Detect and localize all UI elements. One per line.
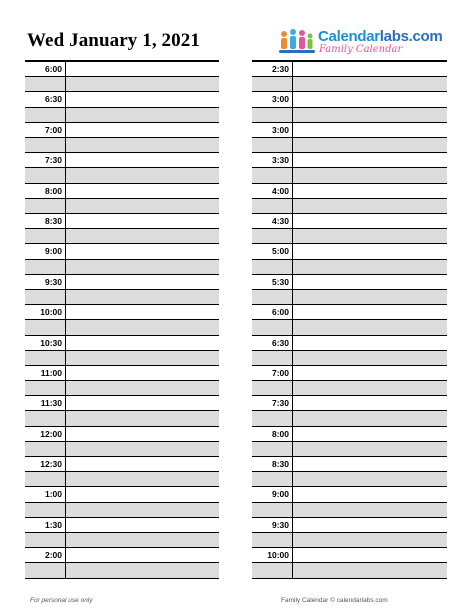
slot-shaded-line[interactable] xyxy=(25,168,219,183)
time-label: 9:00 xyxy=(44,246,62,257)
slot-shaded-line[interactable] xyxy=(25,138,219,153)
slot-shaded-line[interactable] xyxy=(252,229,447,244)
time-slot[interactable] xyxy=(25,62,219,92)
time-slot[interactable] xyxy=(252,305,447,335)
time-slot[interactable] xyxy=(252,275,447,305)
slot-shaded-line[interactable] xyxy=(25,503,219,518)
time-label: 2:30 xyxy=(271,64,289,74)
time-slot[interactable] xyxy=(25,153,219,183)
time-label: 7:00 xyxy=(44,124,62,135)
slot-shaded-line[interactable] xyxy=(252,351,447,366)
footer-note: For personal use only xyxy=(30,597,93,604)
time-slot[interactable] xyxy=(252,62,447,92)
time-label: 3:00 xyxy=(271,124,289,135)
footer-credit: Family Calendar © calendarlabs.com xyxy=(281,597,388,604)
slot-shaded-line[interactable] xyxy=(25,108,219,123)
time-label: 8:30 xyxy=(271,459,289,470)
slot-shaded-line[interactable] xyxy=(252,320,447,335)
logo-brand: Calendarlabs.com xyxy=(318,28,443,45)
time-slot[interactable] xyxy=(252,153,447,183)
slot-shaded-line[interactable] xyxy=(252,199,447,214)
time-slot[interactable] xyxy=(252,457,447,487)
time-label: 9:00 xyxy=(271,489,289,500)
time-label: 11:30 xyxy=(40,398,62,409)
time-slot[interactable] xyxy=(25,123,219,153)
left-schedule-column xyxy=(25,60,219,579)
slot-shaded-line[interactable] xyxy=(25,320,219,335)
time-slot[interactable] xyxy=(25,396,219,426)
slot-shaded-line[interactable] xyxy=(252,563,447,578)
slot-shaded-line[interactable] xyxy=(252,472,447,487)
time-label: 6:00 xyxy=(44,64,62,74)
slot-shaded-line[interactable] xyxy=(25,442,219,457)
slot-shaded-line[interactable] xyxy=(252,442,447,457)
time-slot[interactable] xyxy=(25,548,219,578)
time-label: 7:30 xyxy=(44,155,62,166)
slot-shaded-line[interactable] xyxy=(252,168,447,183)
slot-shaded-line[interactable] xyxy=(252,381,447,396)
slot-shaded-line[interactable] xyxy=(252,108,447,123)
time-label: 7:30 xyxy=(271,398,289,409)
slot-shaded-line[interactable] xyxy=(252,260,447,275)
family-figures-icon xyxy=(278,28,316,58)
time-label: 11:00 xyxy=(40,367,62,378)
page-title: Wed January 1, 2021 xyxy=(27,30,200,51)
slot-shaded-line[interactable] xyxy=(252,290,447,305)
time-label: 5:00 xyxy=(271,246,289,257)
time-label: 10:00 xyxy=(267,550,289,561)
time-label: 1:30 xyxy=(44,519,62,530)
slot-shaded-line[interactable] xyxy=(25,199,219,214)
time-slot[interactable] xyxy=(252,396,447,426)
time-label: 6:30 xyxy=(271,337,289,348)
time-slot[interactable] xyxy=(252,92,447,122)
time-slot[interactable] xyxy=(25,366,219,396)
time-label: 7:00 xyxy=(271,367,289,378)
time-label: 12:30 xyxy=(40,459,62,470)
time-label: 6:30 xyxy=(44,94,62,105)
time-label: 9:30 xyxy=(271,519,289,530)
time-label: 3:30 xyxy=(271,155,289,166)
time-label: 10:30 xyxy=(40,337,62,348)
time-slot[interactable] xyxy=(252,123,447,153)
slot-shaded-line[interactable] xyxy=(252,503,447,518)
time-slot[interactable] xyxy=(252,548,447,578)
time-label: 4:00 xyxy=(271,185,289,196)
time-slot[interactable] xyxy=(252,244,447,274)
time-slot[interactable] xyxy=(252,336,447,366)
time-label: 8:00 xyxy=(271,428,289,439)
slot-shaded-line[interactable] xyxy=(25,260,219,275)
slot-shaded-line[interactable] xyxy=(25,563,219,578)
calendarlabs-logo xyxy=(278,26,442,60)
time-slot[interactable] xyxy=(25,92,219,122)
time-slot[interactable] xyxy=(25,244,219,274)
time-label: 3:00 xyxy=(271,94,289,105)
time-slot[interactable] xyxy=(25,487,219,517)
time-slot[interactable] xyxy=(252,184,447,214)
slot-shaded-line[interactable] xyxy=(25,472,219,487)
time-label: 8:00 xyxy=(44,185,62,196)
time-slot[interactable] xyxy=(252,214,447,244)
time-slot[interactable] xyxy=(252,366,447,396)
time-slot[interactable] xyxy=(25,184,219,214)
time-slot[interactable] xyxy=(25,457,219,487)
slot-shaded-line[interactable] xyxy=(252,138,447,153)
time-label: 4:30 xyxy=(271,215,289,226)
time-label: 1:00 xyxy=(44,489,62,500)
time-slot[interactable] xyxy=(252,427,447,457)
time-label: 6:00 xyxy=(271,307,289,318)
time-label: 10:00 xyxy=(40,307,62,318)
time-label: 9:30 xyxy=(44,276,62,287)
right-schedule-column xyxy=(252,60,447,579)
slot-shaded-line[interactable] xyxy=(25,533,219,548)
time-label: 5:30 xyxy=(271,276,289,287)
slot-shaded-line[interactable] xyxy=(25,351,219,366)
logo-subtitle: Family Calendar xyxy=(319,44,403,55)
time-slot[interactable] xyxy=(25,336,219,366)
time-slot[interactable] xyxy=(25,275,219,305)
time-slot[interactable] xyxy=(25,214,219,244)
slot-shaded-line[interactable] xyxy=(25,229,219,244)
time-slot[interactable] xyxy=(25,427,219,457)
slot-shaded-line[interactable] xyxy=(25,290,219,305)
slot-shaded-line[interactable] xyxy=(25,411,219,426)
slot-shaded-line[interactable] xyxy=(25,381,219,396)
time-label: 2:00 xyxy=(44,550,62,561)
time-label: 8:30 xyxy=(44,215,62,226)
slot-shaded-line[interactable] xyxy=(252,533,447,548)
time-label: 12:00 xyxy=(40,428,62,439)
slot-shaded-line[interactable] xyxy=(25,77,219,92)
slot-shaded-line[interactable] xyxy=(252,411,447,426)
slot-shaded-line[interactable] xyxy=(252,77,447,92)
time-slot[interactable] xyxy=(252,518,447,548)
time-slot[interactable] xyxy=(25,305,219,335)
time-slot[interactable] xyxy=(25,518,219,548)
time-slot[interactable] xyxy=(252,487,447,517)
